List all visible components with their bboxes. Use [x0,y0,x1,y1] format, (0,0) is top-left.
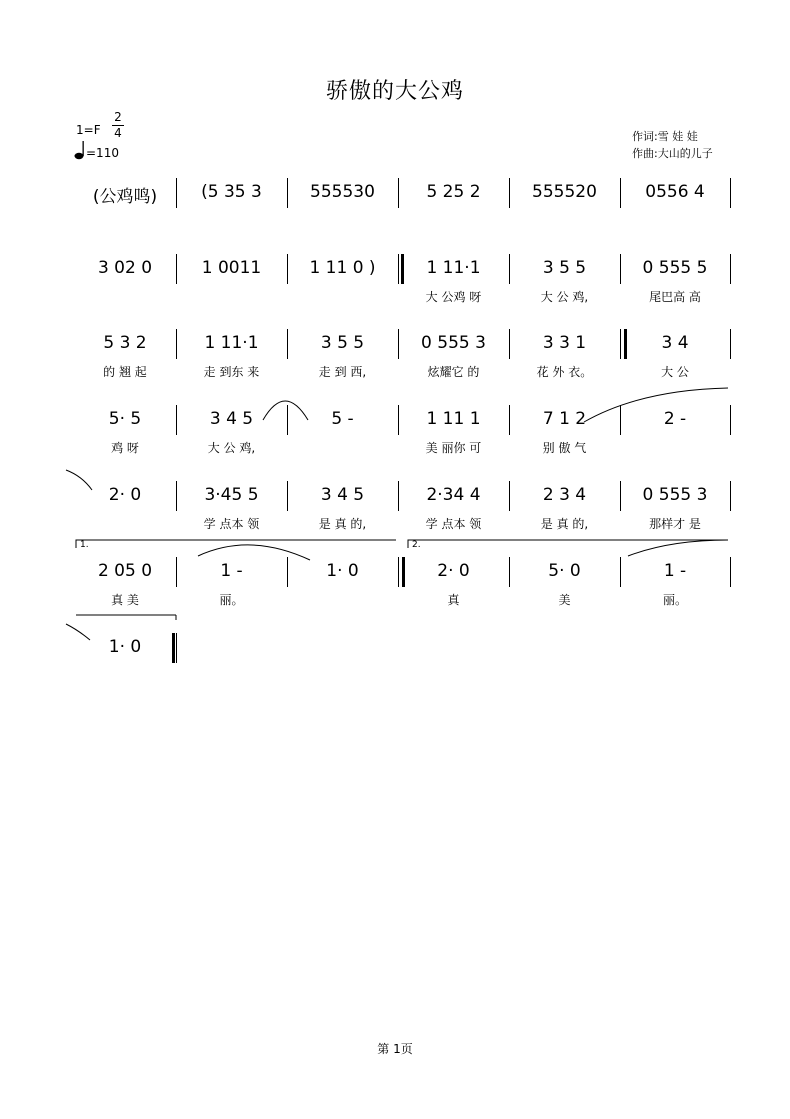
measure-notes: 3 4 5 [320,485,365,505]
measure-notes: 2· 0 [437,561,470,581]
volta-bracket-2 [408,540,728,548]
measure-notes: 555520 [532,182,597,202]
measure-lyrics: 美 丽你 可 [425,441,482,455]
tie-arc [263,401,308,420]
time-signature-top: 2 [114,110,122,124]
measure-notes: 3 4 5 [209,409,254,429]
measure-lyrics: 那样才 是 [649,517,701,531]
tie-arc [628,540,728,556]
measure-notes: 3 02 0 [97,258,153,278]
measure-notes: 1 0011 [201,258,262,278]
measure-notes: 3 4 [661,333,689,353]
measure-notes: 1· 0 [108,637,142,657]
volta-label-1: 1. [80,540,89,550]
measure-lyrics: 丽。 [662,593,687,607]
measure-notes: 1 11·1 [426,258,481,278]
measure-lyrics: 真 美 [111,593,139,607]
measure-lyrics: 走 到东 来 [203,365,260,379]
measure-notes: 1 11 1 [426,409,481,429]
measure-lyrics: 大 公 [661,365,689,379]
tie-arc [584,388,728,422]
measure-lyrics: 尾巴高 高 [649,290,701,304]
volta-bracket-1 [76,540,396,548]
tie-arc [66,624,90,640]
measure-notes: 2 - [663,409,687,429]
measure-lyrics: 炫耀它 的 [427,365,480,379]
measure-notes: (公鸡鸣) [92,187,158,207]
measure-notes: (5 35 3 [201,182,262,202]
measure-lyrics: 大 公 鸡, [207,441,256,455]
measure-notes: 3 5 5 [542,258,587,278]
measure-lyrics: 大 公鸡 呀 [425,290,482,304]
measure-notes: 1 11 0 ) [309,258,376,278]
volta-label-2: 2. [412,540,421,550]
measure-notes: 2·34 4 [426,485,481,505]
measure-notes: 555530 [310,182,375,202]
measure-notes: 1 - [663,561,687,581]
measure-notes: 3 5 5 [320,333,365,353]
measure-notes: 2 05 0 [97,561,153,581]
measure-notes: 0 555 3 [642,485,708,505]
measure-notes: 5 25 2 [426,182,481,202]
measure-lyrics: 是 真 的, [540,517,589,531]
measure-notes: 5 3 2 [103,333,147,353]
measure-lyrics: 是 真 的, [318,517,367,531]
measure-notes: 3·45 5 [204,485,259,505]
measure-notes: 0 555 5 [642,258,708,278]
measure-notes: 2· 0 [108,485,142,505]
measure-notes: 0 555 3 [421,333,486,353]
measure-lyrics: 大 公 鸡, [540,290,589,304]
measure-notes: 0556 4 [645,182,705,202]
measure-lyrics: 鸡 呀 [111,441,139,455]
measure-notes: 5· 5 [108,409,142,429]
tie-arc [66,470,92,490]
measure-notes: 1 - [220,561,243,581]
key-signature: 1=F [76,123,101,137]
tempo-value: =110 [86,146,119,160]
composer-credit: 作曲:大山的儿子 [632,147,713,160]
measure-lyrics: 真 [447,593,460,607]
measure-notes: 5 - [331,409,354,429]
measure-lyrics: 美 [558,593,571,607]
measure-notes: 3 3 1 [542,333,587,353]
measure-notes: 1· 0 [326,561,359,581]
measure-lyrics: 学 点本 领 [425,517,482,531]
measure-notes: 7 1 2 [542,409,587,429]
measure-notes: 5· 0 [548,561,581,581]
page-number: 第 1页 [377,1042,413,1056]
tie-arc [198,545,310,560]
song-title: 骄傲的大公鸡 [325,79,464,104]
time-signature-bottom: 4 [114,126,122,140]
measure-notes: 2 3 4 [542,485,587,505]
lyricist-credit: 作词:雪 娃 娃 [632,130,698,143]
measure-lyrics: 丽。 [219,593,244,607]
measure-lyrics: 花 外 衣。 [536,365,593,379]
measure-lyrics: 学 点本 领 [203,517,260,531]
measure-lyrics: 的 翘 起 [103,365,147,379]
measure-notes: 1 11·1 [204,333,259,353]
measure-lyrics: 走 到 西, [318,365,367,379]
measure-lyrics: 别 傲 气 [542,441,587,455]
